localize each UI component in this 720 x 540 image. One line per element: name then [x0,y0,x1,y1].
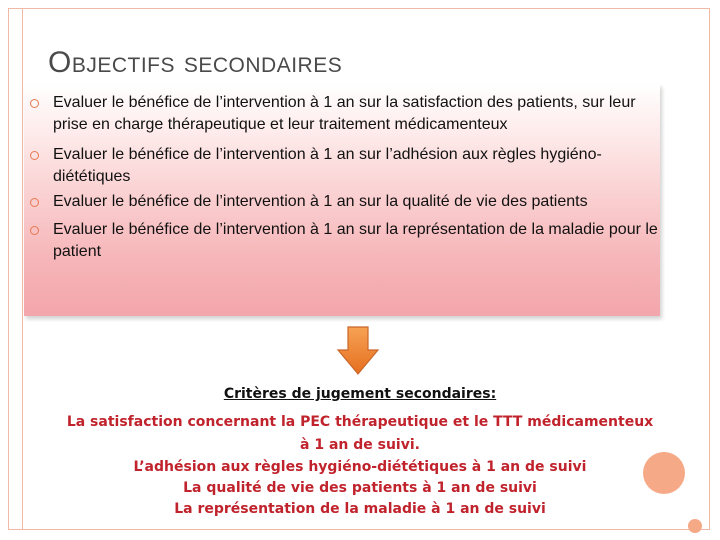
objective-text: Evaluer le bénéfice de l’intervention à 1 an sur l’adhésion aux règles hygiéno-diététiques [53,146,602,185]
criteria-line: La représentation de la maladie à 1 an de suivi [174,501,546,517]
objectives-box [24,84,660,316]
slide-title: Objectifs secondaires [48,46,343,79]
objective-text: Evaluer le bénéfice de l’intervention à 1 an sur la représentation de la maladie pour le patient [53,221,658,260]
circle-bullet-icon [30,198,39,207]
circle-bullet-icon [30,151,39,160]
criteria-line: L’adhésion aux règles hygiéno-diététiques à 1 an de suivi [133,459,587,475]
objective-text: Evaluer le bénéfice de l’intervention à 1 an sur la satisfaction des patients, sur leur prise en charge thérapeutique et leur traitement médicamenteux [53,94,636,133]
circle-bullet-icon [30,226,39,235]
criteria-line: La qualité de vie des patients à 1 an de suivi [183,480,537,496]
decorative-circle [643,452,685,494]
criteria-line: La satisfaction concernant la PEC thérapeutique et le TTT médicamenteux [66,414,654,430]
criteria-line: à 1 an de suivi. [300,437,420,453]
circle-bullet-icon [30,99,39,108]
decorative-circle-small [688,519,702,533]
criteria-heading: Critères de jugement secondaires: [223,386,497,402]
objective-text: Evaluer le bénéfice de l’intervention à 1 an sur la qualité de vie des patients [53,193,588,210]
down-arrow-icon [336,326,380,376]
